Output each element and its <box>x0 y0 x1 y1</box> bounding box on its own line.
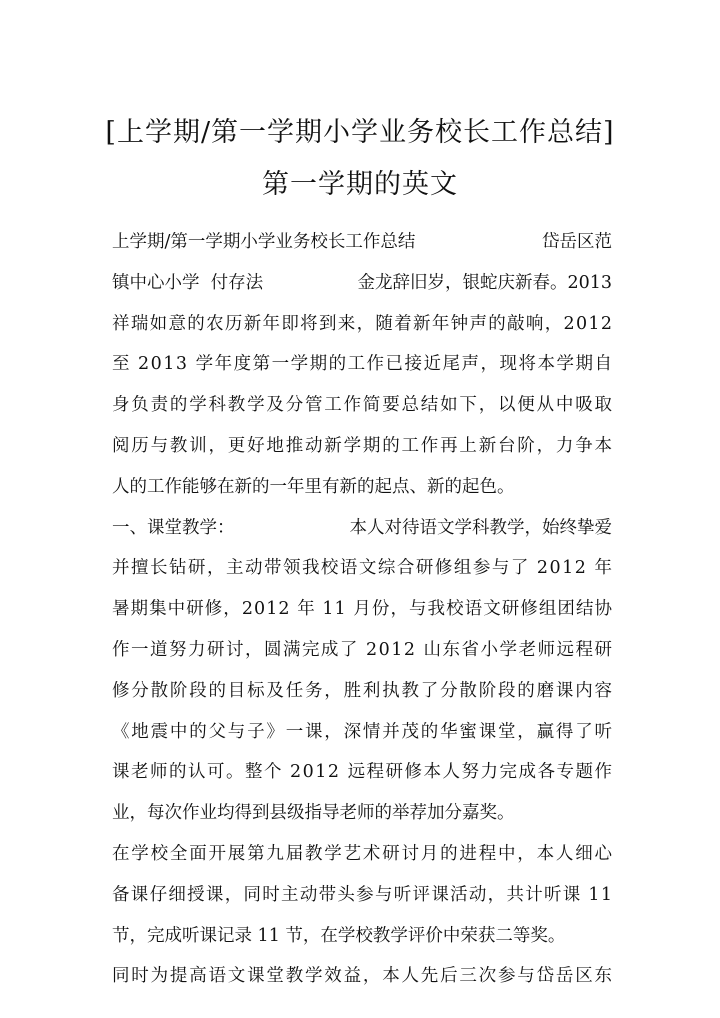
text-segment: 暑期集中研修，2012 年 11 月份，与我校语文研修组团结协 <box>112 599 614 620</box>
text-line <box>112 834 612 875</box>
text-line <box>112 263 612 304</box>
text-segment: 至 2013 学年度第一学期的工作已接近尾声，现将本学期自 <box>112 354 614 375</box>
text-segment: 镇中心小学 付存法 <box>112 272 264 293</box>
text-line <box>112 304 612 345</box>
text-segment: 阅历与教训，更好地推动新学期的工作再上新台阶，力争本 <box>112 435 614 456</box>
text-segment: 祥瑞如意的农历新年即将到来，随着新年钟声的敲响，2012 <box>112 313 614 334</box>
text-segment: 身负责的学科教学及分管工作简要总结如下，以便从中吸取 <box>112 395 614 416</box>
text-line <box>112 589 612 630</box>
text-segment: 金龙辞旧岁，银蛇庆新春。2013 <box>357 272 612 293</box>
document-body <box>112 222 612 997</box>
text-segment: 修分散阶段的目标及任务，胜利执教了分散阶段的磨课内容 <box>112 680 614 701</box>
text-line <box>112 793 612 834</box>
document-title: [上学期/第一学期小学业务校长工作总结] <box>105 117 615 148</box>
text-segment: 岱岳区范 <box>542 232 612 252</box>
text-line <box>112 712 612 753</box>
text-line <box>112 671 612 712</box>
text-segment: 上学期/第一学期小学业务校长工作总结 <box>112 232 416 252</box>
text-line <box>112 752 612 793</box>
text-segment: 《地震中的父与子》一课，深情并茂的华蜜课堂，赢得了听 <box>112 721 614 742</box>
document-subtitle: 第一学期的英文 <box>262 169 458 200</box>
text-segment: 并擅长钻研，主动带领我校语文综合研修组参与了 2012 年 <box>112 558 614 579</box>
text-segment: 一、课堂教学： <box>112 517 235 538</box>
text-line <box>112 548 612 589</box>
text-line <box>112 956 612 997</box>
text-line <box>112 508 612 549</box>
text-line <box>112 222 612 263</box>
text-line <box>112 426 612 467</box>
text-segment: 业，每次作业均得到县级指导老师的举荐加分嘉奖。 <box>112 803 515 824</box>
text-line <box>112 875 612 916</box>
text-segment: 同时为提高语文课堂教学效益，本人先后三次参与岱岳区东 <box>112 966 614 987</box>
text-line <box>112 467 612 508</box>
text-segment: 节，完成听课记录 11 节，在学校教学评价中荣获二等奖。 <box>112 925 566 946</box>
text-segment: 备课仔细授课，同时主动带头参与听评课活动，共计听课 11 <box>112 884 614 905</box>
text-segment: 在学校全面开展第九届教学艺术研讨月的进程中，本人细心 <box>112 843 614 864</box>
text-line <box>112 916 612 957</box>
text-segment: 作一道努力研讨，圆满完成了 2012 山东省小学老师远程研 <box>112 639 614 660</box>
text-line <box>112 630 612 671</box>
text-line <box>112 344 612 385</box>
text-line <box>112 385 612 426</box>
text-segment: 人的工作能够在新的一年里有新的起点、新的起色。 <box>112 476 515 497</box>
text-segment: 课老师的认可。整个 2012 远程研修本人努力完成各专题作 <box>112 762 614 783</box>
text-segment: 本人对待语文学科教学，始终挚爱 <box>349 517 612 538</box>
